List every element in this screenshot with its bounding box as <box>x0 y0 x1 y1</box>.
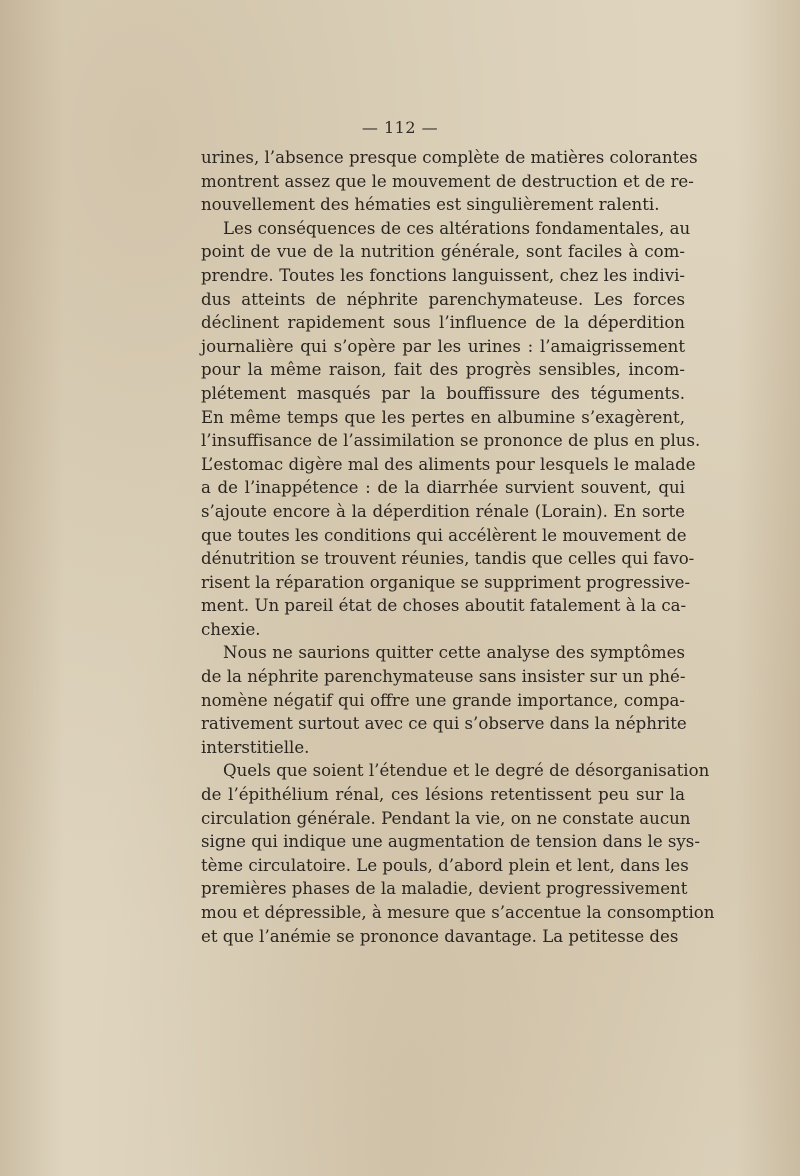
text-line: Les conséquences de ces altérations fondamentales, au <box>223 218 691 238</box>
text-line: En même temps que les pertes en albumine s’exagèrent, <box>201 407 685 427</box>
text-line: nouvellement des hématies est singulièrement ralenti. <box>201 195 660 215</box>
text-line: dus atteints de néphrite parenchymateuse. Les forces <box>201 289 685 309</box>
text-line: plétement masqués par la bouffissure des téguments. <box>201 383 685 403</box>
text-line: mou et dépressible, à mesure que s’accentue la consomption <box>201 903 715 922</box>
text-line: Quels que soient l’étendue et le degré de désorganisation <box>223 761 710 781</box>
text-line: signe qui indique une augmentation de tension dans le sys- <box>201 832 700 852</box>
text-line: et que l’anémie se prononce davantage. La petitesse des <box>201 926 679 946</box>
text-line: l’insuffisance de l’assimilation se prononce de plus en plus. <box>201 431 701 451</box>
paragraph <box>201 759 715 948</box>
paragraph <box>201 146 698 217</box>
text-line: de la néphrite parenchymateuse sans insister sur un phé- <box>201 667 686 687</box>
text-line: ment. Un pareil état de choses aboutit fatalement à la ca- <box>201 596 687 616</box>
text-line: chexie. <box>201 619 261 639</box>
page-number: — 112 — <box>361 118 439 137</box>
paragraph <box>201 217 701 642</box>
text-line: nomène négatif qui offre une grande importance, compa- <box>201 690 685 710</box>
text-line: interstitielle. <box>201 737 310 757</box>
text-line: montrent assez que le mouvement de destruction et de re- <box>201 171 694 191</box>
text-line: premières phases de la maladie, devient progressivement <box>201 879 688 899</box>
text-line: de l’épithélium rénal, ces lésions retentissent peu sur la <box>201 785 685 805</box>
text-line: prendre. Toutes les fonctions languissent, chez les indivi- <box>201 265 685 285</box>
text-line: journalière qui s’opère par les urines : l’amaigrissement <box>201 336 685 356</box>
text-line: urines, l’absence presque complète de matières colorantes <box>201 148 698 167</box>
text-line: dénutrition se trouvent réunies, tandis que celles qui favo- <box>201 549 695 569</box>
text-line: Nous ne saurions quitter cette analyse des symptômes <box>223 643 685 663</box>
paragraph <box>201 641 685 759</box>
text-line: pour la même raison, fait des progrès sensibles, incom- <box>201 360 685 380</box>
text-line: circulation générale. Pendant la vie, on ne constate aucun <box>201 808 691 828</box>
text-line: tème circulatoire. Le pouls, d’abord plein et lent, dans les <box>201 855 689 875</box>
text-line: L’estomac digère mal des aliments pour lesquels le malade <box>201 454 696 474</box>
text-line: s’ajoute encore à la déperdition rénale (Lorain). En sorte <box>201 501 685 521</box>
text-line: risent la réparation organique se suppriment progressive- <box>201 572 691 592</box>
text-line: rativement surtout avec ce qui s’observe dans la néphrite <box>201 714 687 734</box>
text-line: a de l’inappétence : de la diarrhée survient souvent, qui <box>201 478 685 498</box>
body-text <box>201 146 715 948</box>
text-line: point de vue de la nutrition générale, sont faciles à com- <box>201 242 685 262</box>
text-line: déclinent rapidement sous l’influence de la déperdition <box>201 313 685 333</box>
text-line: que toutes les conditions qui accélèrent le mouvement de <box>201 525 687 545</box>
